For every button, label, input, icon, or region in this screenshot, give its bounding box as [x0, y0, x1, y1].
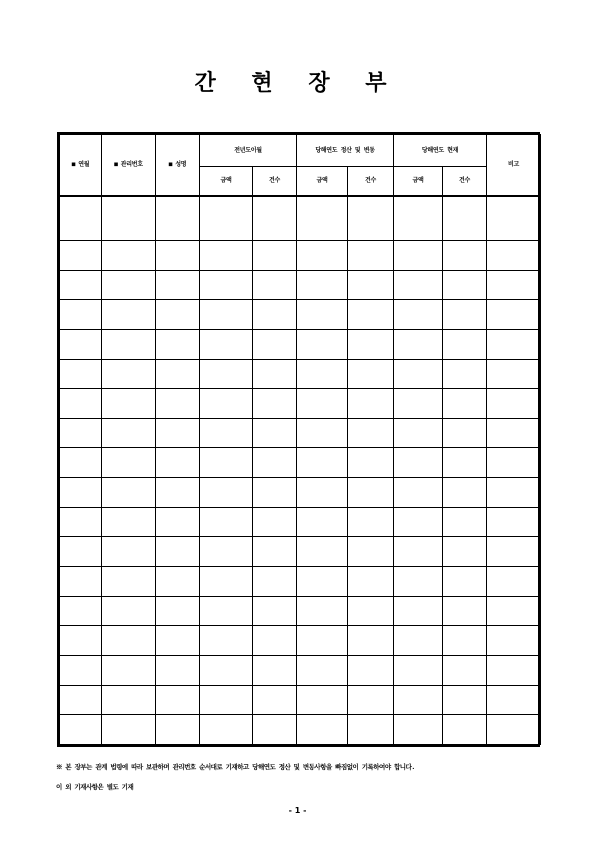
- table-cell: [394, 596, 443, 626]
- table-cell: [102, 507, 156, 537]
- table-cell: [348, 537, 394, 567]
- table-cell: [60, 389, 102, 419]
- table-cell: [443, 300, 487, 330]
- table-cell: [348, 655, 394, 685]
- table-cell: [200, 626, 253, 656]
- table-cell: [487, 685, 541, 715]
- table-cell: [443, 507, 487, 537]
- table-cell: [156, 270, 200, 300]
- table-cell: [253, 270, 297, 300]
- table-cell: [253, 596, 297, 626]
- table-cell: [102, 270, 156, 300]
- table-cell: [394, 300, 443, 330]
- table-cell: [156, 389, 200, 419]
- table-cell: [443, 196, 487, 240]
- table-cell: [200, 448, 253, 478]
- table-cell: [487, 507, 541, 537]
- table-cell: [156, 537, 200, 567]
- table-cell: [348, 715, 394, 745]
- table-cell: [394, 507, 443, 537]
- table-cell: [156, 685, 200, 715]
- table-cell: [60, 715, 102, 745]
- table-cell: [443, 270, 487, 300]
- table-cell: [200, 240, 253, 270]
- table-cell: [297, 196, 348, 240]
- table-cell: [297, 655, 348, 685]
- table-cell: [297, 418, 348, 448]
- table-cell: [200, 537, 253, 567]
- table-cell: [253, 359, 297, 389]
- table-cell: [253, 196, 297, 240]
- table-cell: [200, 389, 253, 419]
- table-cell: [487, 478, 541, 508]
- table-row: [60, 240, 541, 270]
- table-cell: [102, 626, 156, 656]
- table-cell: [60, 567, 102, 597]
- table-cell: [297, 478, 348, 508]
- page-title: 간 현 장 부: [194, 71, 401, 96]
- table-cell: [253, 389, 297, 419]
- table-row: [60, 537, 541, 567]
- table-cell: [394, 715, 443, 745]
- table-cell: [443, 389, 487, 419]
- table-cell: [156, 567, 200, 597]
- table-row: [60, 478, 541, 508]
- table-cell: [200, 567, 253, 597]
- header-current-status: 당해연도 현재: [394, 135, 487, 167]
- table-row: [60, 389, 541, 419]
- subheader-count: 건수: [443, 167, 487, 197]
- table-cell: [348, 448, 394, 478]
- table-cell: [253, 478, 297, 508]
- table-cell: [487, 418, 541, 448]
- table-cell: [253, 300, 297, 330]
- table-cell: [348, 359, 394, 389]
- header-year-month: ■ 연월: [60, 135, 102, 197]
- table-cell: [443, 715, 487, 745]
- table-cell: [297, 507, 348, 537]
- table-cell: [394, 270, 443, 300]
- footer-note: [56, 757, 540, 797]
- table-cell: [253, 655, 297, 685]
- table-cell: [487, 655, 541, 685]
- table-cell: [348, 196, 394, 240]
- table-cell: [200, 300, 253, 330]
- table-row: [60, 300, 541, 330]
- table-row: [60, 626, 541, 656]
- table-cell: [443, 478, 487, 508]
- table-cell: [200, 329, 253, 359]
- table-cell: [297, 240, 348, 270]
- table-row: [60, 359, 541, 389]
- table-cell: [60, 596, 102, 626]
- table-cell: [102, 478, 156, 508]
- subheader-amount: 금액: [394, 167, 443, 197]
- table-cell: [297, 685, 348, 715]
- table-cell: [487, 596, 541, 626]
- table-cell: [156, 418, 200, 448]
- table-cell: [394, 240, 443, 270]
- ledger-table: [59, 134, 541, 745]
- table-cell: [394, 537, 443, 567]
- table-cell: [394, 329, 443, 359]
- table-cell: [200, 418, 253, 448]
- table-cell: [487, 196, 541, 240]
- subheader-count: 건수: [253, 167, 297, 197]
- table-cell: [253, 537, 297, 567]
- table-cell: [253, 626, 297, 656]
- table-cell: [348, 240, 394, 270]
- table-row: [60, 418, 541, 448]
- table-row: [60, 448, 541, 478]
- table-cell: [443, 329, 487, 359]
- table-cell: [297, 448, 348, 478]
- table-row: [60, 715, 541, 745]
- table-cell: [253, 240, 297, 270]
- table-cell: [487, 537, 541, 567]
- table-cell: [348, 270, 394, 300]
- table-cell: [156, 626, 200, 656]
- table-cell: [487, 567, 541, 597]
- header-current-settlement: 당해연도 정산 및 변동: [297, 135, 394, 167]
- table-cell: [487, 240, 541, 270]
- table-row: [60, 655, 541, 685]
- page-number: - 1 -: [288, 806, 307, 815]
- table-cell: [60, 196, 102, 240]
- table-cell: [60, 626, 102, 656]
- table-cell: [394, 196, 443, 240]
- table-cell: [102, 240, 156, 270]
- footer-note-line: ※ 본 장부는 관계 법령에 따라 보관하며 관리번호 순서대로 기재하고 당해연도 정산 및 변동사항을 빠짐없이 기록하여야 합니다.: [56, 763, 415, 771]
- table-cell: [443, 418, 487, 448]
- table-cell: [200, 655, 253, 685]
- subheader-amount: 금액: [297, 167, 348, 197]
- table-row: [60, 507, 541, 537]
- table-cell: [394, 685, 443, 715]
- table-cell: [487, 329, 541, 359]
- table-cell: [102, 537, 156, 567]
- table-cell: [443, 685, 487, 715]
- table-cell: [200, 478, 253, 508]
- table-cell: [253, 418, 297, 448]
- table-cell: [348, 389, 394, 419]
- table-cell: [487, 359, 541, 389]
- table-cell: [156, 596, 200, 626]
- table-cell: [156, 196, 200, 240]
- table-cell: [156, 715, 200, 745]
- table-cell: [200, 270, 253, 300]
- table-row: [60, 685, 541, 715]
- table-row: [60, 196, 541, 240]
- header-management-number: ■ 관리번호: [102, 135, 156, 197]
- table-cell: [102, 448, 156, 478]
- table-cell: [443, 359, 487, 389]
- table-cell: [156, 240, 200, 270]
- table-cell: [156, 448, 200, 478]
- table-cell: [156, 507, 200, 537]
- table-cell: [297, 270, 348, 300]
- table-cell: [156, 478, 200, 508]
- table-cell: [487, 270, 541, 300]
- header-name: ■ 성명: [156, 135, 200, 197]
- table-cell: [60, 507, 102, 537]
- table-cell: [348, 596, 394, 626]
- table-cell: [102, 418, 156, 448]
- table-cell: [394, 478, 443, 508]
- table-cell: [156, 329, 200, 359]
- table-cell: [297, 596, 348, 626]
- subheader-amount: 금액: [200, 167, 253, 197]
- table-cell: [297, 300, 348, 330]
- table-cell: [200, 715, 253, 745]
- table-cell: [102, 655, 156, 685]
- table-cell: [60, 329, 102, 359]
- table-cell: [348, 626, 394, 656]
- header-previous-carryover: 전년도이월: [200, 135, 297, 167]
- table-cell: [443, 567, 487, 597]
- table-cell: [200, 359, 253, 389]
- table-row: [60, 329, 541, 359]
- table-cell: [443, 448, 487, 478]
- table-cell: [297, 537, 348, 567]
- table-cell: [297, 389, 348, 419]
- table-cell: [487, 626, 541, 656]
- table-cell: [253, 329, 297, 359]
- table-cell: [253, 715, 297, 745]
- table-cell: [253, 448, 297, 478]
- table-cell: [60, 418, 102, 448]
- ledger-body: [60, 196, 541, 745]
- table-cell: [102, 196, 156, 240]
- table-cell: [348, 329, 394, 359]
- table-cell: [348, 300, 394, 330]
- table-cell: [102, 685, 156, 715]
- table-cell: [156, 359, 200, 389]
- table-cell: [297, 329, 348, 359]
- table-cell: [102, 567, 156, 597]
- table-cell: [200, 685, 253, 715]
- table-cell: [156, 655, 200, 685]
- table-cell: [60, 537, 102, 567]
- table-cell: [443, 626, 487, 656]
- table-cell: [443, 240, 487, 270]
- ledger-table-frame: [57, 132, 540, 747]
- table-cell: [394, 626, 443, 656]
- table-cell: [60, 270, 102, 300]
- table-cell: [60, 359, 102, 389]
- table-cell: [443, 655, 487, 685]
- header-remarks: 비고: [487, 135, 541, 197]
- table-cell: [443, 537, 487, 567]
- table-cell: [102, 359, 156, 389]
- table-cell: [394, 389, 443, 419]
- table-cell: [297, 567, 348, 597]
- table-cell: [60, 685, 102, 715]
- table-cell: [394, 359, 443, 389]
- table-cell: [253, 507, 297, 537]
- table-cell: [60, 240, 102, 270]
- subheader-count: 건수: [348, 167, 394, 197]
- table-cell: [297, 626, 348, 656]
- table-cell: [156, 300, 200, 330]
- table-cell: [348, 507, 394, 537]
- footer-note-line: 이 외 기재사항은 별도 기재: [56, 783, 134, 791]
- table-cell: [200, 196, 253, 240]
- table-cell: [102, 596, 156, 626]
- table-cell: [297, 359, 348, 389]
- table-row: [60, 596, 541, 626]
- table-cell: [394, 418, 443, 448]
- table-cell: [348, 418, 394, 448]
- table-cell: [394, 448, 443, 478]
- table-cell: [102, 300, 156, 330]
- table-row: [60, 270, 541, 300]
- table-cell: [102, 715, 156, 745]
- table-cell: [487, 300, 541, 330]
- table-cell: [253, 685, 297, 715]
- table-cell: [348, 685, 394, 715]
- table-cell: [348, 478, 394, 508]
- table-row: [60, 567, 541, 597]
- table-cell: [297, 715, 348, 745]
- table-cell: [487, 715, 541, 745]
- table-cell: [487, 389, 541, 419]
- table-cell: [443, 596, 487, 626]
- table-cell: [394, 567, 443, 597]
- table-cell: [102, 329, 156, 359]
- table-cell: [394, 655, 443, 685]
- table-cell: [487, 448, 541, 478]
- table-cell: [348, 567, 394, 597]
- table-cell: [60, 655, 102, 685]
- table-cell: [60, 448, 102, 478]
- table-cell: [60, 478, 102, 508]
- table-cell: [200, 507, 253, 537]
- table-cell: [200, 596, 253, 626]
- table-cell: [102, 389, 156, 419]
- table-cell: [253, 567, 297, 597]
- table-cell: [60, 300, 102, 330]
